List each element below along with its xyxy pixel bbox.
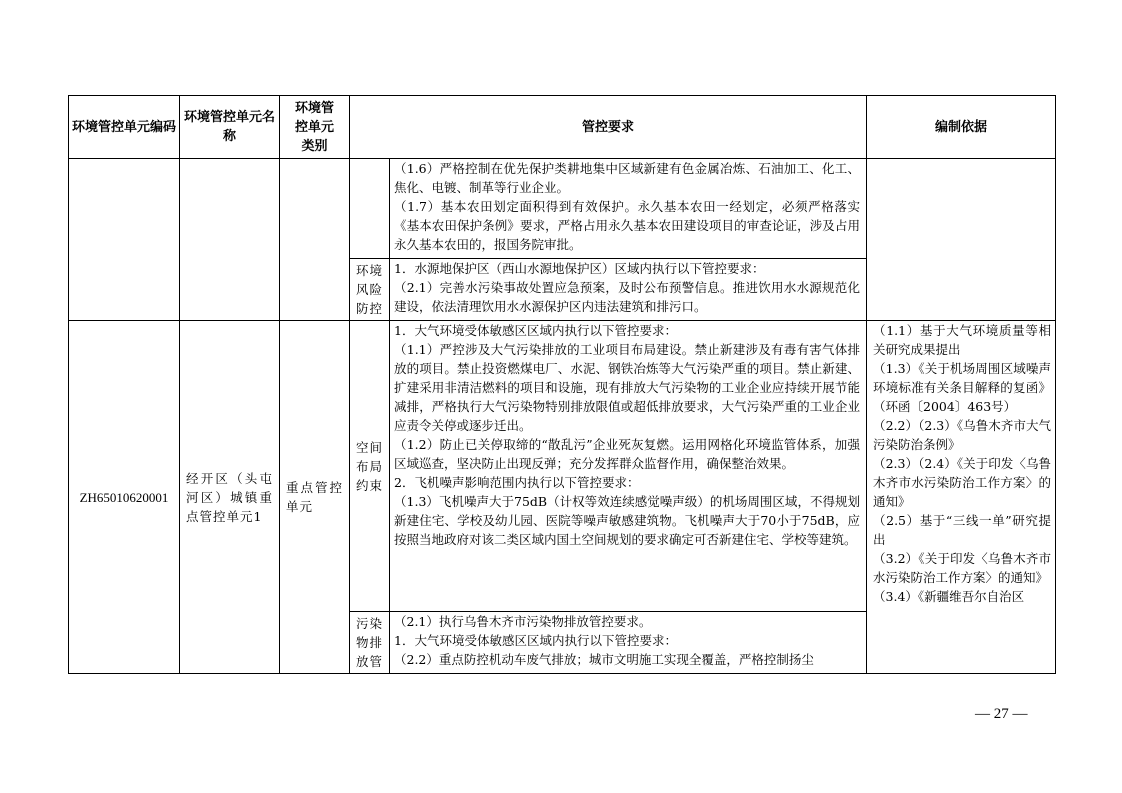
basis-item: （1.3）《关于机场周围区域噪声环境标准有关条目解释的复函》（环函〔2004〕463号）	[873, 361, 1052, 414]
empty-category-cell	[350, 159, 390, 259]
requirement-item: （2.1）完善水污染事故处置应急预案，及时公布预警信息。推进饮用水水源规范化建设，依法清理饮用水水源保护区内违法建筑和排污口。	[394, 280, 861, 314]
unit-type-cell: 重点管控单元	[280, 321, 350, 674]
requirements-cell	[390, 612, 867, 674]
requirement-item: 1．大气环境受体敏感区区域内执行以下管控要求：	[394, 633, 677, 648]
requirement-item: （1.7）基本农田划定面积得到有效保护。永久基本农田一经划定，必须严格落实《基本农田保护条例》要求，严格占用永久基本农田建设项目的审查论证，涉及占用永久基本农田的，报国务院审批。	[394, 199, 861, 252]
empty-type-cell	[280, 159, 350, 321]
category-cell: 空间布局约束	[350, 321, 390, 612]
category-cell: 环境风险防控	[350, 259, 390, 321]
requirements-cell	[390, 321, 867, 612]
requirement-item: 2．飞机噪声影响范围内执行以下管控要求：	[394, 475, 640, 490]
basis-item: （3.2）《关于印发〈乌鲁木齐市水污染防治工作方案〉的通知》	[873, 551, 1052, 585]
basis-item: （3.4）《新疆维吾尔自治区	[873, 589, 1025, 604]
basis-item: （2.3）（2.4）《关于印发〈乌鲁木齐市水污染防治工作方案〉的通知》	[873, 456, 1052, 509]
header-unit-code: 环境管控单元编码	[69, 96, 180, 159]
unit-name-cell: 经开区（头屯河区）城镇重点管控单元1	[180, 321, 280, 674]
table-row	[69, 159, 1056, 259]
page-number: — 27 —	[975, 706, 1028, 722]
requirement-item: （1.1）严控涉及大气污染排放的工业项目布局建设。禁止新建涉及有毒有害气体排放的项目。禁止投资燃煤电厂、水泥、钢铁冶炼等大气污染严重的项目。禁止新建、扩建采用非清洁燃料的项目和设施，现有排放大气污染物的工业企业应持续开展节能减排，严格执行大气污染物特别排放限值或超低排放要求，大气污染严重的工业企业应责令关停或逐步迁出。	[394, 342, 861, 433]
header-requirements: 管控要求	[350, 96, 867, 159]
empty-basis-cell	[867, 159, 1056, 321]
empty-name-cell	[180, 159, 280, 321]
table-header-row	[69, 96, 1056, 159]
basis-item: （2.5）基于“三线一单”研究提出	[873, 513, 1052, 547]
header-unit-name: 环境管控单元名称	[180, 96, 280, 159]
control-requirements-table	[68, 95, 1056, 674]
basis-item: （1.1）基于大气环境质量等相关研究成果提出	[873, 323, 1052, 357]
basis-item: （2.2）（2.3）《乌鲁木齐市大气污染防治条例》	[873, 418, 1052, 452]
requirements-cell	[390, 259, 867, 321]
requirement-item: （1.3）飞机噪声大于75dB（计权等效连续感觉噪声级）的机场周围区域，不得规划新建住宅、学校及幼儿园、医院等噪声敏感建筑物。飞机噪声大于70小于75dB，应按照当地政府对该二类区域内国土空间规划的要求确定可否新建住宅、学校等建筑。	[394, 494, 861, 547]
header-unit-type: 环境管控单元类别	[280, 96, 350, 159]
requirement-item: 1．大气环境受体敏感区区域内执行以下管控要求：	[394, 323, 677, 338]
requirement-item: （1.6）严格控制在优先保护类耕地集中区域新建有色金属冶炼、石油加工、化工、焦化、电镀、制革等行业企业。	[394, 161, 861, 195]
category-cell: 污染物排放管	[350, 612, 390, 674]
requirement-item: （2.1）执行乌鲁木齐市污染物排放管控要求。	[394, 614, 652, 629]
unit-code-cell: ZH65010620001	[69, 321, 180, 674]
requirement-item: 1．水源地保护区（西山水源地保护区）区域内执行以下管控要求：	[394, 261, 765, 276]
requirement-item: （1.2）防止已关停取缔的“散乱污”企业死灰复燃。运用网格化环境监管体系，加强区域巡查，坚决防止出现反弹；充分发挥群众监督作用，确保整治效果。	[394, 437, 861, 471]
requirement-item: （2.2）重点防控机动车废气排放；城市文明施工实现全覆盖，严格控制扬尘	[394, 652, 814, 667]
header-basis: 编制依据	[867, 96, 1056, 159]
basis-cell	[867, 321, 1056, 674]
table-row	[69, 321, 1056, 612]
requirements-cell	[390, 159, 867, 259]
empty-code-cell	[69, 159, 180, 321]
